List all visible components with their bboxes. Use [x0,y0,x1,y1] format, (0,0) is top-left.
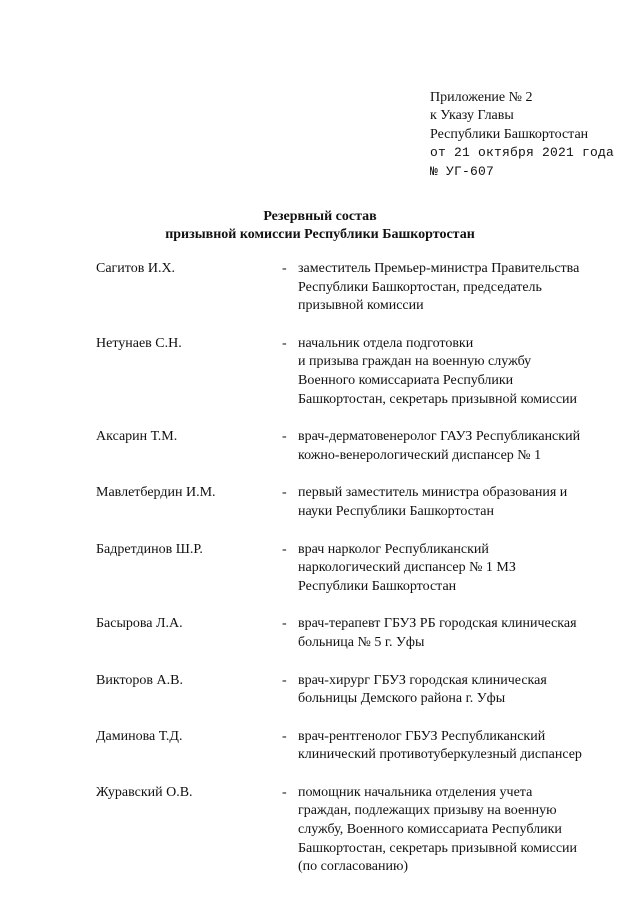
members-list [96,260,626,896]
member-name: Нетунаев С.Н. [96,335,182,351]
member-name: Мавлетбердин И.М. [96,485,216,501]
member-dash: - [282,485,287,501]
member-position: помощник начальника отделения учета граждан, подлежащих призыву на военную службу, Военного комиссариата Республики Башкортостан, секретарь призывной комиссии (по согласованию) [298,784,578,875]
member-name: Басырова Л.А. [96,616,183,632]
member-position: врач-терапевт ГБУЗ РБ городская клиническая больница № 5 г. Уфы [298,616,577,650]
member-position: врач-дерматовенеролог ГАУЗ Республиканский кожно-венерологический диспансер № 1 [298,429,581,463]
member-dash: - [282,261,287,276]
member-name: Аксарин Т.М. [96,429,178,445]
member-row [96,260,626,316]
document-title [0,208,640,244]
member-name: Викторов А.В. [96,672,183,688]
member-position: врач нарколог Республиканский наркологический диспансер № 1 МЗ Республики Башкортостан [298,541,516,594]
member-dash: - [282,541,287,557]
republic-name: Республики Башкортостан [430,126,589,142]
member-name: Бадретдинов Ш.Р. [96,541,203,557]
title-line-2: призывной комиссии Республики Башкортостан [165,227,475,242]
member-position: первый заместитель министра образования и науки Республики Башкортостан [298,485,568,519]
member-dash: - [282,616,287,632]
member-dash: - [282,784,287,800]
member-position: заместитель Премьер-министра Правительства Республики Башкортостан, председатель призывной комиссии [298,261,580,314]
member-position: врач-хирург ГБУЗ городская клиническая больницы Демского района г. Уфы [298,672,547,707]
member-name: Сагитов И.Х. [96,261,176,276]
member-row [96,428,626,465]
member-row [96,484,626,521]
member-row [96,541,626,597]
member-dash: - [282,335,287,351]
decree-number: № УГ-607 [430,163,495,179]
member-row [96,672,626,709]
member-row [96,615,626,652]
member-row [96,335,626,409]
member-row [96,728,626,765]
appendix-header [430,89,614,181]
member-position: врач-рентгенолог ГБУЗ Республиканский клинический противотуберкулезный диспансер [298,728,582,763]
title-line-1: Резервный состав [263,209,377,224]
member-dash: - [282,429,287,445]
appendix-number: Приложение № 2 [430,90,533,105]
member-dash: - [282,728,287,744]
member-row [96,784,626,877]
decree-date: от 21 октября 2021 года [430,145,615,161]
decree-reference: к Указу Главы [430,108,514,124]
member-name: Даминова Т.Д. [96,728,183,744]
member-name: Журавский О.В. [96,784,193,800]
member-position: начальник отдела подготовки и призыва граждан на военную службу Военного комиссариата Республики Башкортостан, секретарь призывной комиссии [298,335,578,407]
member-dash: - [282,672,287,688]
